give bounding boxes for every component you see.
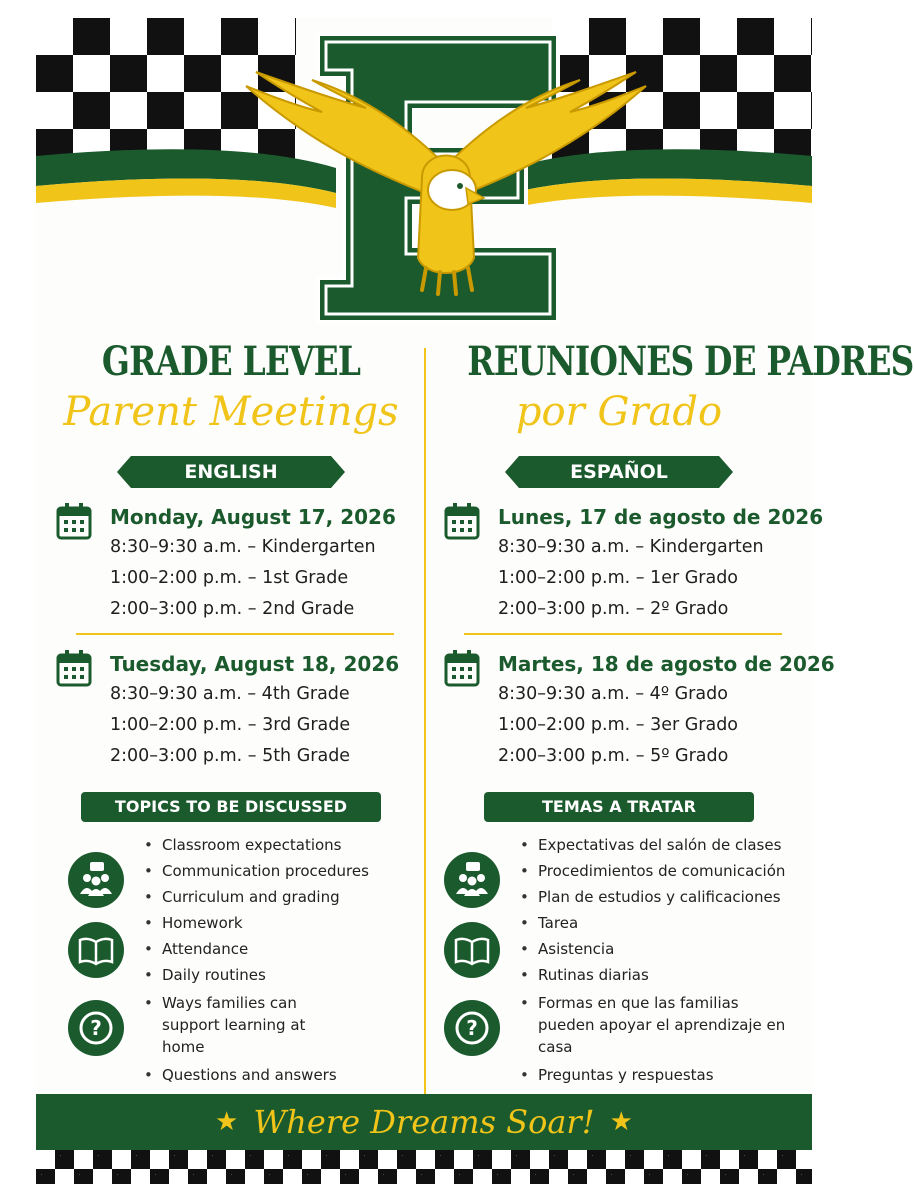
topic-item: • Homework: [142, 910, 369, 936]
spanish-topics-heading: TEMAS A TRATAR: [484, 792, 754, 822]
topic-item: • Attendance: [142, 936, 369, 962]
english-day-2: [46, 649, 416, 772]
spanish-topic-list: [518, 832, 788, 1088]
open-book-icon: [68, 922, 124, 978]
question-icon: [68, 1000, 124, 1056]
calendar-icon: [444, 502, 480, 540]
time-slot: 2:00–3:00 p.m. – 5th Grade: [110, 746, 351, 766]
question-icon: [444, 1000, 500, 1056]
eagle-e-logo: [226, 28, 666, 328]
topic-item: • Rutinas diarias: [518, 962, 788, 988]
time-slot: 1:00–2:00 p.m. – 1er Grado: [498, 568, 739, 588]
topic-item: • Ways families can support learning at home: [142, 992, 352, 1058]
time-slot: 2:00–3:00 p.m. – 2º Grado: [498, 599, 729, 619]
time-slot: 8:30–9:30 a.m. – 4th Grade: [110, 684, 350, 704]
spanish-topics: [434, 832, 804, 1084]
time-slot: 2:00–3:00 p.m. – 5º Grado: [498, 746, 729, 766]
calendar-icon: [444, 649, 480, 687]
time-slot: 1:00–2:00 p.m. – 1st Grade: [110, 568, 349, 588]
time-slot: 2:00–3:00 p.m. – 2nd Grade: [110, 599, 355, 619]
topic-item: • Daily routines: [142, 962, 369, 988]
star-icon: ★: [215, 1107, 239, 1137]
topic-item: • Formas en que las familias pueden apoyar el aprendizaje en casa: [518, 992, 788, 1058]
topic-item: • Asistencia: [518, 936, 788, 962]
topic-item: • Tarea: [518, 910, 788, 936]
svg-text:?: ?: [466, 1016, 478, 1040]
topic-item: • Questions and answers: [142, 1062, 369, 1088]
english-subtitle: Parent Meetings: [63, 389, 399, 435]
day-separator: [464, 633, 782, 635]
logo-letter: E: [226, 28, 227, 29]
day-separator: [76, 633, 394, 635]
poster: [36, 18, 914, 1184]
english-topic-list: [142, 832, 369, 1088]
checkered-flag-bottom: [36, 1150, 812, 1184]
spanish-title: REUNIONES DE PADRES: [467, 338, 914, 385]
group-chat-icon: [444, 852, 500, 908]
time-slot: 1:00–2:00 p.m. – 3er Grado: [498, 715, 739, 735]
star-icon: ★: [609, 1107, 633, 1137]
spanish-day-2: [434, 649, 835, 772]
english-topics: [46, 832, 416, 1084]
spanish-subtitle: por Grado: [515, 389, 723, 435]
time-slot: 8:30–9:30 a.m. – 4º Grado: [498, 684, 728, 704]
calendar-icon: [56, 502, 92, 540]
english-language-banner: ENGLISH: [131, 456, 331, 488]
english-day-1: [46, 502, 416, 625]
topic-item: • Expectativas del salón de clases: [518, 832, 788, 858]
english-column: [46, 338, 416, 1084]
day-date: Tuesday, August 18, 2026: [110, 652, 400, 676]
topic-item: • Preguntas y respuestas: [518, 1062, 788, 1088]
spanish-day-1: [434, 502, 824, 625]
topic-item: • Classroom expectations: [142, 832, 369, 858]
topic-item: • Plan de estudios y calificaciones: [518, 884, 788, 910]
spanish-column: [434, 338, 914, 1084]
footer-banner: [36, 1094, 812, 1150]
time-slot: 1:00–2:00 p.m. – 3rd Grade: [110, 715, 351, 735]
open-book-icon: [444, 922, 500, 978]
day-date: Monday, August 17, 2026: [110, 505, 396, 529]
day-date: Martes, 18 de agosto de 2026: [498, 652, 835, 676]
time-slot: 8:30–9:30 a.m. – Kindergarten: [498, 537, 764, 557]
english-topics-heading: TOPICS TO BE DISCUSSED: [81, 792, 381, 822]
topic-item: • Curriculum and grading: [142, 884, 369, 910]
svg-text:?: ?: [90, 1016, 102, 1040]
center-divider: [424, 348, 426, 1098]
spanish-language-banner: ESPAÑOL: [519, 456, 719, 488]
topic-item: • Procedimientos de comunicación: [518, 858, 788, 884]
day-date: Lunes, 17 de agosto de 2026: [498, 505, 824, 529]
group-chat-icon: [68, 852, 124, 908]
footer-slogan: Where Dreams Soar!: [253, 1103, 595, 1141]
topic-item: • Communication procedures: [142, 858, 369, 884]
english-title: GRADE LEVEL: [101, 338, 361, 385]
calendar-icon: [56, 649, 92, 687]
time-slot: 8:30–9:30 a.m. – Kindergarten: [110, 537, 376, 557]
